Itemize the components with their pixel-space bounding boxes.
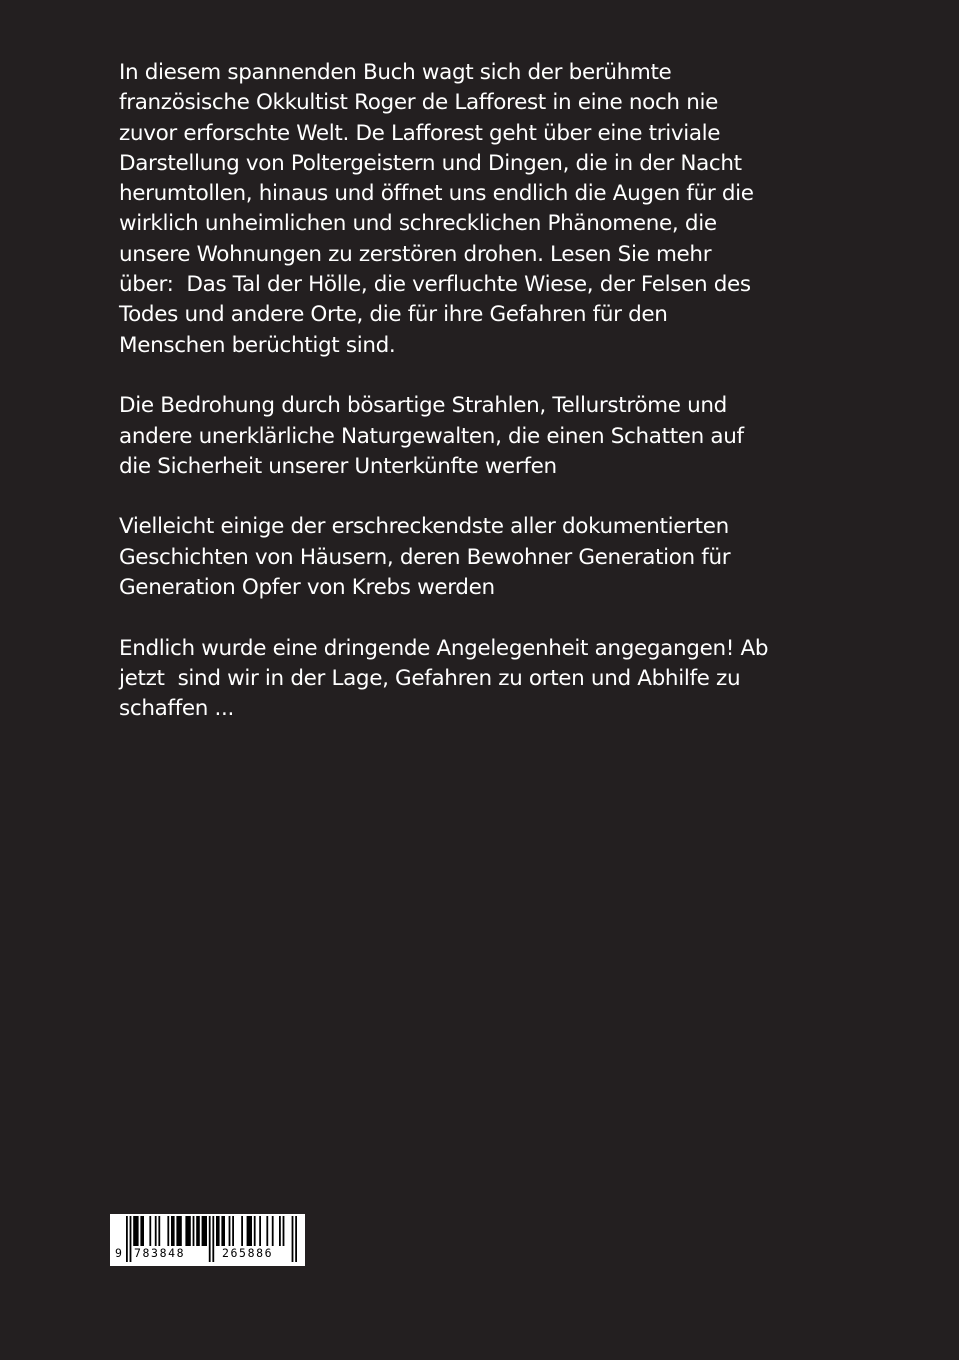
barcode-bar [279, 1216, 281, 1246]
barcode-bar [140, 1216, 144, 1246]
barcode-bar [171, 1216, 175, 1246]
barcode-digit-group-left: 783848 [134, 1246, 186, 1260]
barcode-bar [193, 1216, 195, 1246]
barcode-bar [155, 1216, 157, 1246]
blurb-paragraph-2: Die Bedrohung durch bösartige Strahlen, Tellurströme und andere unerklärliche Naturgewalten, die einen Schatten auf die Sicherheit unserer Unterkünfte werfen [119, 393, 744, 479]
blurb-paragraph-3: Vielleicht einige der erschreckendste aller dokumentierten Geschichten von Häusern, deren Bewohner Generation für Generation Opfer von Krebs werden [119, 514, 731, 601]
barcode-bar [266, 1216, 268, 1246]
barcode-bar [283, 1216, 285, 1246]
barcode-bar [221, 1216, 225, 1246]
barcode-bar [241, 1216, 243, 1246]
blurb-paragraph-1: In diesem spannenden Buch wagt sich der berühmte französische Okkultist Roger de Lafforest in eine noch nie zuvor erforschte Welt. De Lafforest geht über eine triviale Darstellung von Poltergeistern und Dingen, die in der Nacht herumtollen, hinaus und öffnet uns endlich die Augen für die wirklich unheimlichen und schrecklichen Phänomene, die unsere Wohnungen zu zerstören drohen. Lesen Sie mehr über: Das Tal der Hölle, die verfluchte Wiese, der Felsen des Todes und andere Orte, die für ihre Gefahren für den Menschen berüchtigt sind. [119, 60, 754, 358]
barcode-digit-group-right: 265886 [222, 1246, 274, 1260]
barcode-bar [272, 1216, 274, 1246]
barcode-bar [167, 1216, 169, 1246]
barcode-bar [229, 1216, 231, 1246]
barcode-bar [185, 1216, 190, 1246]
barcode-guard-bar [126, 1216, 128, 1262]
barcode-bar [259, 1216, 261, 1246]
barcode-guard-bar [292, 1216, 294, 1262]
isbn-barcode [110, 1214, 305, 1266]
barcode-bar [254, 1216, 256, 1246]
barcode-guard-bar [209, 1216, 211, 1262]
barcode-bar [133, 1216, 138, 1246]
barcode-guard-bar [130, 1216, 132, 1262]
blurb-text [119, 58, 819, 755]
barcode-guard-bar [295, 1216, 297, 1262]
barcode-bar [176, 1216, 181, 1246]
barcode-lead-digit: 9 [115, 1246, 122, 1260]
barcode-bar [202, 1216, 207, 1246]
barcode-bar [232, 1216, 234, 1246]
barcode-bar [149, 1216, 151, 1246]
barcode-bar [196, 1216, 200, 1246]
barcode-guard-bar [212, 1216, 214, 1262]
blurb-paragraph-4: Endlich wurde eine dringende Angelegenheit angegangen! Ab jetzt sind wir in der Lage, Gefahren zu orten und Abhilfe zu schaffen ... [119, 635, 769, 722]
barcode-bar [216, 1216, 220, 1246]
barcode-bar [247, 1216, 252, 1246]
barcode-bar [158, 1216, 160, 1246]
